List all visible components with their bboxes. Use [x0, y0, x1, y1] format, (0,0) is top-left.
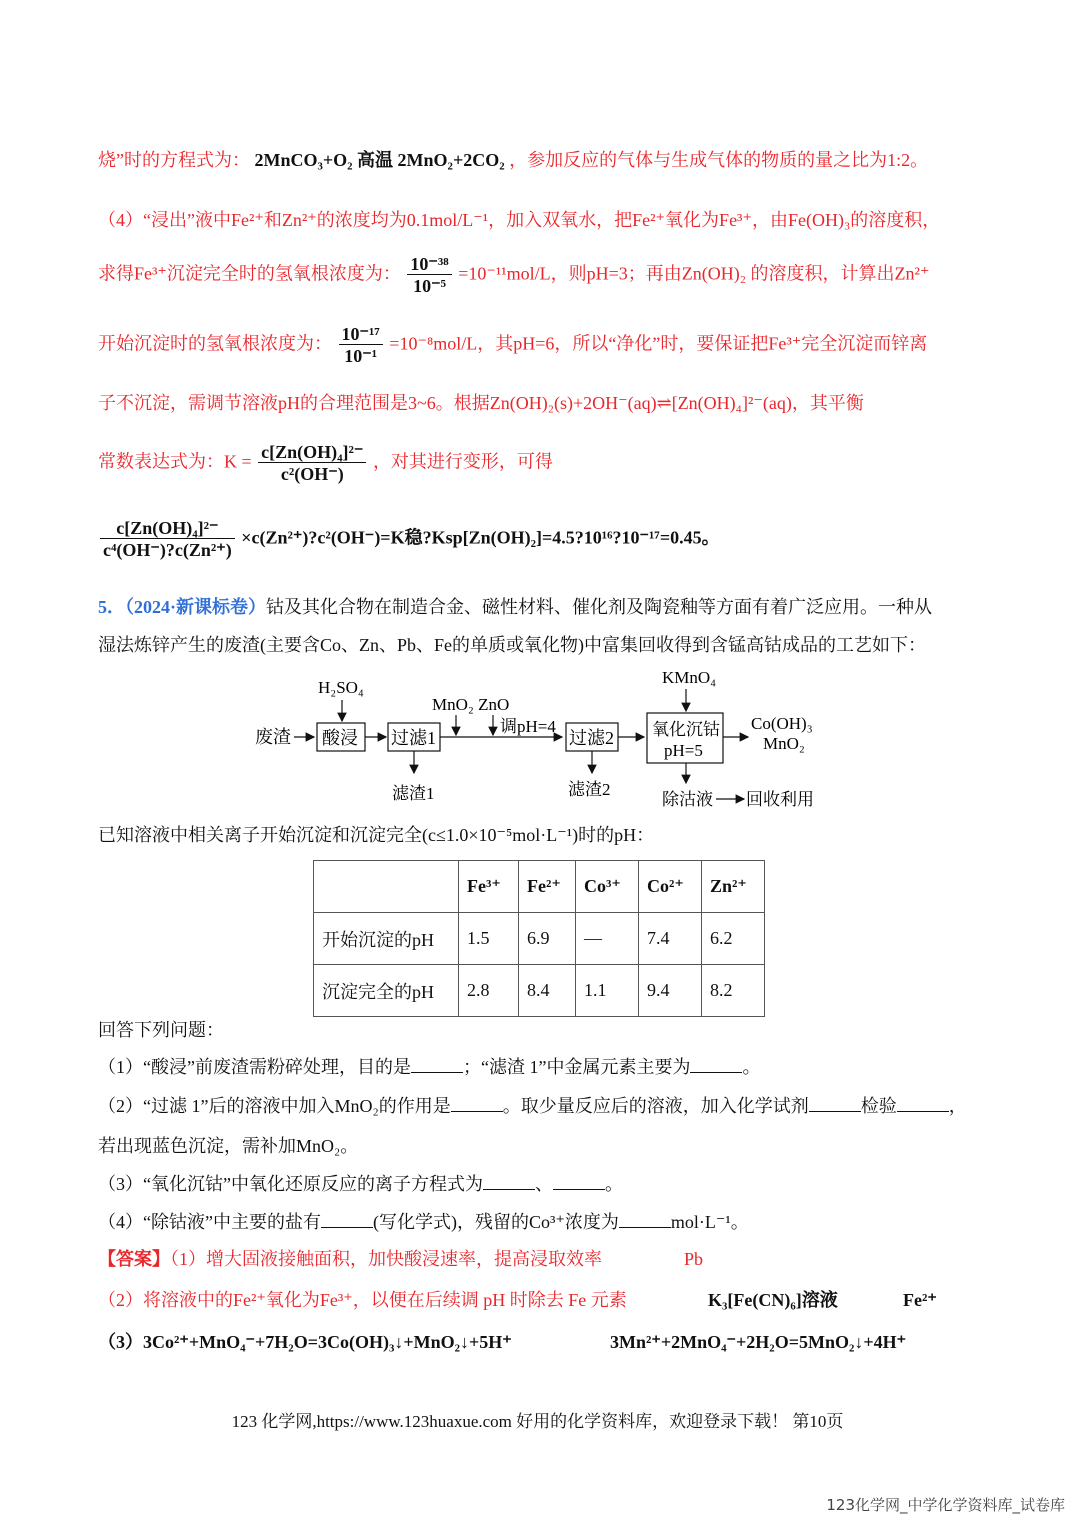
analysis-text: =10⁻¹¹mol/L，则pH=3；再由Zn(OH)₂ 的溶度积，计算出Zn²⁺: [458, 263, 930, 284]
ph-table: [313, 860, 765, 1017]
equation: 2MnCO₃+O₂ 高温 2MnO₂+2CO₂: [254, 150, 505, 170]
adjust-ph-label: 调pH=4: [500, 717, 556, 736]
analysis-text: 烧”时的方程式为：: [98, 150, 250, 170]
answer-blank: [553, 1173, 605, 1190]
question-text: 。: [604, 1174, 623, 1194]
denominator: c²(OH⁻): [280, 464, 344, 484]
question-4: [98, 1210, 749, 1234]
answer-1b: Pb: [684, 1249, 704, 1269]
product-mno2: MnO₂: [763, 734, 805, 753]
h2so4-label: H₂SO₄: [318, 678, 364, 697]
equation: ×c(Zn²⁺)?c²(OH⁻)=K稳?Ksp[Zn(OH)₂]=4.5?10¹⁶?10⁻¹⁷=0.45。: [241, 527, 720, 548]
question-text: ，: [948, 1096, 967, 1116]
process-flowchart: [250, 665, 850, 815]
answer-label: 【答案】: [98, 1249, 170, 1269]
table-header: Co²⁺: [639, 861, 702, 913]
fraction: [407, 254, 451, 297]
step-oxidize-ph: pH=5: [664, 741, 703, 760]
table-row: [314, 965, 765, 1017]
feed-label: 废渣: [255, 727, 291, 747]
table-cell: 1.1: [576, 965, 639, 1017]
answer-blank: [619, 1211, 671, 1228]
table-cell: 8.2: [702, 965, 765, 1017]
analysis-text: 常数表达式为：K =: [98, 451, 252, 472]
fraction: [100, 518, 235, 561]
table-cell: 2.8: [459, 965, 519, 1017]
analysis-line-2: （4）“浸出”液中Fe²⁺和Zn²⁺的浓度均为0.1mol/L⁻¹，加入双氧水，把Fe²⁺氧化为Fe³⁺，由Fe(OH)₃的溶度积，: [98, 210, 941, 230]
question-1: [98, 1055, 760, 1079]
answer-blank: [483, 1173, 535, 1190]
table-header: Fe³⁺: [459, 861, 519, 913]
waste-liquid-label: 除沽液: [662, 790, 713, 809]
analysis-text: ，对其进行变形，可得: [372, 451, 553, 472]
answer-blank: [690, 1056, 742, 1073]
question-text: 钴及其化合物在制造合金、磁性材料、催化剂及陶瓷釉等方面有着广泛应用。一种从: [266, 597, 933, 617]
answer-blank: [321, 1211, 373, 1228]
step-acid-leach: 酸浸: [322, 728, 358, 748]
question-text: mol·L⁻¹。: [670, 1212, 749, 1232]
analysis-line-5: 子不沉淀，需调节溶液pH的合理范围是3~6。根据Zn(OH)₂(s)+2OH⁻(aq)⇌[Zn(OH)₄]²⁻(aq)，其平衡: [98, 393, 864, 413]
answer-3a: （3）3Co²⁺+MnO₄⁻+7H₂O=3Co(OH)₃↓+MnO₂↓+5H⁺: [98, 1332, 512, 1352]
answer-text: （1）增大固液接触面积，加快酸浸速率，提高浸取效率: [170, 1249, 602, 1269]
table-header: Fe²⁺: [519, 861, 576, 913]
answer-blank: [411, 1056, 463, 1073]
answer-2b: K₃[Fe(CN)₆]溶液: [708, 1290, 838, 1310]
table-header: Zn²⁺: [702, 861, 765, 913]
answer-blank: [897, 1095, 949, 1112]
numerator: 10⁻³⁸: [407, 254, 451, 275]
known-text: 已知溶液中相关离子开始沉淀和沉淀完全(c≤1.0×10⁻⁵mol·L⁻¹)时的pH：: [98, 825, 655, 845]
answer-blank: [809, 1095, 861, 1112]
reuse-label: 回收利用: [746, 790, 814, 809]
question-text: （4）“除钴液”中主要的盐有: [98, 1212, 321, 1232]
question-text: 、: [534, 1174, 553, 1194]
analysis-text: 开始沉淀时的氢氧根浓度为：: [98, 333, 332, 354]
question-text: (写化学式)，残留的Co³⁺浓度为: [372, 1212, 619, 1232]
question-text: 。取少量反应后的溶液，加入化学试剂: [502, 1096, 809, 1116]
fraction: [339, 324, 383, 367]
table-header-row: [314, 861, 765, 913]
denominator: 10⁻⁵: [413, 276, 446, 296]
question-text: 。: [742, 1057, 761, 1077]
analysis-line-3: [98, 254, 929, 297]
table-cell: 9.4: [639, 965, 702, 1017]
question-2-continued: 若出现蓝色沉淀，需补加MnO₂。: [98, 1136, 359, 1156]
question-text: （1）“酸浸”前废渣需粉碎处理，目的是: [98, 1057, 411, 1077]
table-header: Co³⁺: [576, 861, 639, 913]
watermark: 123化学网_中学化学资料库_试卷库: [826, 1496, 1065, 1514]
residue1-label: 滤渣1: [392, 784, 435, 803]
table-cell: 沉淀完全的pH: [314, 965, 459, 1017]
question-text: （2）“过滤 1”后的溶液中加入MnO₂的作用是: [98, 1096, 451, 1116]
analysis-text: =10⁻⁸mol/L，其pH=6，所以“净化”时，要保证把Fe³⁺完全沉淀而锌离: [389, 333, 928, 354]
analysis-line-7: [98, 518, 720, 561]
analysis-text: 求得Fe³⁺沉淀完全时的氢氧根浓度为：: [98, 263, 401, 284]
table-cell: 8.4: [519, 965, 576, 1017]
answer-3b: 3Mn²⁺+2MnO₄⁻+2H₂O=5MnO₂↓+4H⁺: [610, 1332, 907, 1352]
table-cell: 1.5: [459, 913, 519, 965]
step-oxidize: 氧化沉钴: [652, 720, 720, 739]
reagent-mno2-zno: MnO₂ ZnO: [432, 695, 510, 714]
product-cooh3: Co(OH)₃: [751, 714, 813, 733]
answer-1: [98, 1247, 602, 1271]
question-source: （2024·新课标卷）: [125, 597, 267, 617]
denominator: c⁴(OH⁻)?c(Zn²⁺): [103, 540, 232, 560]
table-cell: 6.2: [702, 913, 765, 965]
page-footer: 123 化学网,https://www.123huaxue.com 好用的化学资料库，欢迎登录下载！ 第10页: [231, 1412, 844, 1431]
question-text: （3）“氧化沉钴”中氧化还原反应的离子方程式为: [98, 1174, 483, 1194]
table-cell: 7.4: [639, 913, 702, 965]
analysis-text: ，参加反应的气体与生成气体的物质的量之比为1:2。: [509, 150, 929, 170]
numerator: c[Zn(OH)₄]²⁻: [100, 518, 235, 539]
question-number: 5．: [98, 597, 125, 617]
answer-2c: Fe²⁺: [903, 1290, 937, 1310]
step-filter1: 过滤1: [391, 728, 436, 748]
answer-2: （2）将溶液中的Fe²⁺氧化为Fe³⁺，以便在后续调 pH 时除去 Fe 元素: [98, 1290, 627, 1310]
table-cell: 6.9: [519, 913, 576, 965]
numerator: c[Zn(OH)₄]²⁻: [258, 442, 366, 463]
table-cell: [314, 861, 459, 913]
table-cell: —: [576, 913, 639, 965]
question-intro-2: 湿法炼锌产生的废渣(主要含Co、Zn、Pb、Fe的单质或氧化物)中富集回收得到含锰高钴成品的工艺如下：: [98, 635, 926, 655]
question-text: ；“滤渣 1”中金属元素主要为: [462, 1057, 691, 1077]
step-filter2: 过滤2: [569, 728, 614, 748]
question-intro-1: [98, 595, 932, 619]
question-2: [98, 1094, 967, 1118]
numerator: 10⁻¹⁷: [339, 324, 383, 345]
denominator: 10⁻¹: [344, 346, 378, 366]
answer-prompt: 回答下列问题：: [98, 1020, 224, 1040]
table-row: [314, 913, 765, 965]
kmno4-label: KMnO₄: [662, 668, 717, 687]
table-cell: 开始沉淀的pH: [314, 913, 459, 965]
question-3: [98, 1172, 623, 1196]
question-text: 检验: [860, 1096, 897, 1116]
analysis-line-6: [98, 442, 553, 485]
residue2-label: 滤渣2: [568, 780, 611, 799]
fraction: [258, 442, 366, 485]
analysis-line-1: [98, 148, 928, 172]
answer-blank: [451, 1095, 503, 1112]
analysis-line-4: [98, 324, 927, 367]
